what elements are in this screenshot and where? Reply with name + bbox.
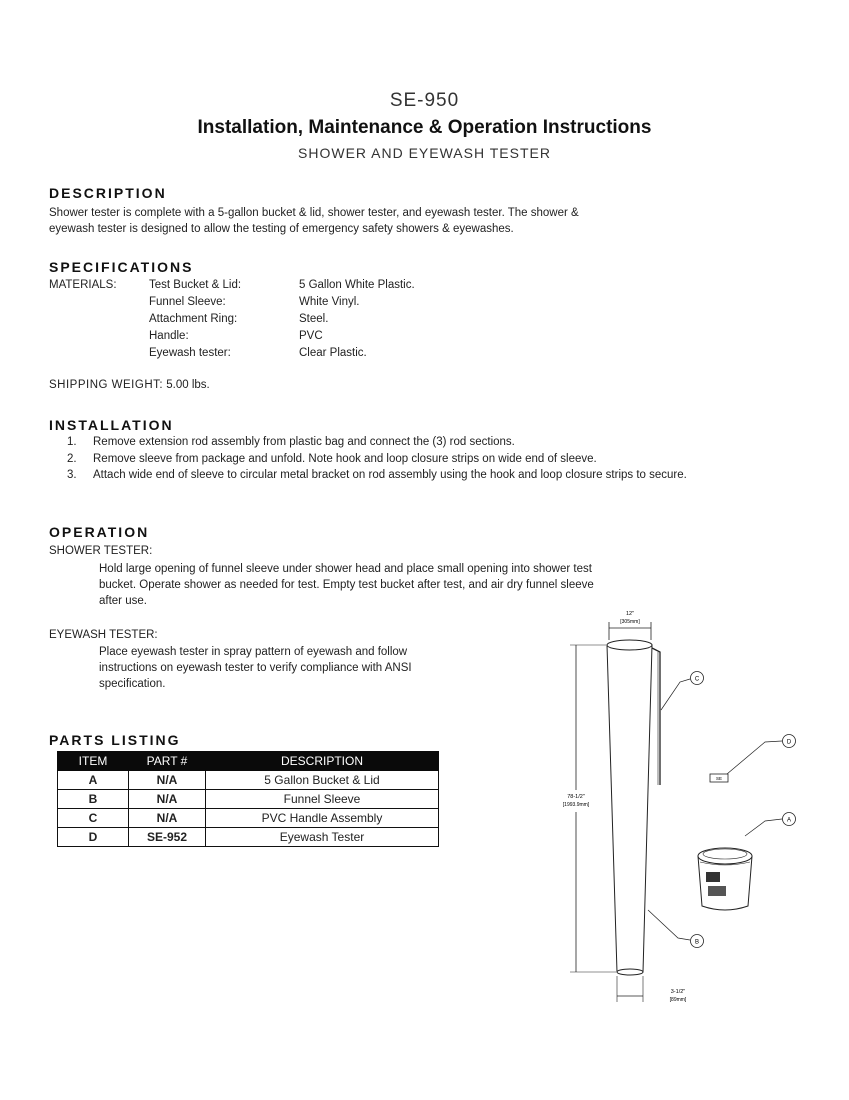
- step-number: 3.: [67, 469, 77, 481]
- height-dimension-label: 78-1/2": [567, 794, 585, 800]
- model-number: SE-950: [389, 90, 460, 111]
- installation-heading: INSTALLATION: [49, 417, 174, 433]
- page-subtitle: SHOWER AND EYEWASH TESTER: [298, 145, 551, 161]
- bucket-lid: [698, 848, 752, 864]
- shower-instructions-line-2: bucket. Operate shower as needed for test. Empty test bucket after test, and air dry funnel sleeve: [99, 579, 594, 591]
- step-text: Remove sleeve from package and unfold. Note hook and loop closure strips on wide end of sleeve.: [93, 452, 597, 465]
- column-header-description: DESCRIPTION: [206, 752, 439, 771]
- list-item: [49, 451, 794, 468]
- eyewash-tester-label: EYEWASH TESTER:: [49, 629, 158, 641]
- installation-steps: [49, 434, 794, 484]
- table-row: [58, 790, 439, 809]
- description-heading: DESCRIPTION: [49, 185, 167, 201]
- list-item: [49, 434, 794, 451]
- materials-label: MATERIALS:: [49, 279, 117, 291]
- spec-value: PVC: [299, 330, 323, 342]
- spec-name: Attachment Ring:: [149, 313, 238, 325]
- part-cell: N/A: [129, 790, 206, 809]
- eyewash-instructions-line-1: Place eyewash tester in spray pattern of eyewash and follow: [99, 646, 408, 658]
- bottom-dimension-metric: [89mm]: [669, 997, 687, 1003]
- list-item: [49, 467, 794, 484]
- bucket-label-icon: [706, 872, 720, 882]
- shower-instructions-line-1: Hold large opening of funnel sleeve under shower head and place small opening into shower test: [99, 563, 592, 575]
- description-line-2: eyewash tester is designed to allow the testing of emergency safety showers & eyewashes.: [49, 223, 514, 235]
- item-cell: B: [58, 790, 129, 809]
- parts-listing-heading: PARTS LISTING: [49, 732, 181, 748]
- table-row: [58, 771, 439, 790]
- callout-b-leader: [648, 910, 690, 940]
- description-cell: 5 Gallon Bucket & Lid: [206, 771, 439, 790]
- description-cell: Eyewash Tester: [206, 828, 439, 847]
- callout-c-leader: [661, 679, 690, 710]
- bottom-dimension-label: 3-1/2": [670, 989, 686, 995]
- table-row: [58, 809, 439, 828]
- shipping-weight-value: 5.00 lbs.: [166, 379, 210, 391]
- shipping-weight: [49, 379, 210, 391]
- eyewash-instructions-line-2: instructions on eyewash tester to verify compliance with ANSI: [99, 662, 412, 674]
- callout-b-label: B: [694, 939, 700, 946]
- callout-d-leader: [727, 741, 782, 774]
- funnel-top-ring: [607, 640, 652, 650]
- step-text: Attach wide end of sleeve to circular metal bracket on rod assembly using the hook and loop closure strips to secure.: [93, 469, 687, 481]
- spec-name: Eyewash tester:: [149, 347, 231, 359]
- callout-c-label: C: [694, 676, 700, 683]
- spec-name: Handle:: [149, 330, 189, 342]
- specifications-heading: SPECIFICATIONS: [49, 259, 194, 275]
- column-header-part: PART #: [129, 752, 206, 771]
- bucket-label-icon: [708, 886, 726, 896]
- step-number: 2.: [67, 452, 77, 465]
- step-number: 1.: [67, 436, 77, 448]
- callout-d-label: D: [786, 739, 792, 746]
- eyewash-instructions-line-3: specification.: [99, 678, 166, 690]
- part-cell: N/A: [129, 771, 206, 790]
- spec-name: Funnel Sleeve:: [149, 296, 226, 308]
- table-header-row: [58, 752, 439, 771]
- description-line-1: Shower tester is complete with a 5-gallon bucket & lid, shower tester, and eyewash tester. The shower &: [49, 207, 579, 219]
- height-dimension-metric: [1993.9mm]: [562, 802, 590, 808]
- eyewash-tester-tag: SE: [715, 776, 723, 781]
- step-text: Remove extension rod assembly from plastic bag and connect the (3) rod sections.: [93, 436, 515, 448]
- top-dimension-label: 12": [625, 611, 635, 617]
- spec-value: White Vinyl.: [299, 296, 360, 308]
- funnel-sleeve: [607, 645, 652, 972]
- funnel-bottom-opening: [617, 969, 643, 975]
- table-row: [58, 828, 439, 847]
- operation-heading: OPERATION: [49, 524, 150, 540]
- shower-tester-label: SHOWER TESTER:: [49, 545, 153, 557]
- item-cell: A: [58, 771, 129, 790]
- item-cell: D: [58, 828, 129, 847]
- top-dimension-metric: [305mm]: [620, 619, 640, 625]
- page-title: Installation, Maintenance & Operation Instructions: [197, 117, 652, 138]
- spec-name: Test Bucket & Lid:: [149, 279, 242, 291]
- description-cell: Funnel Sleeve: [206, 790, 439, 809]
- shower-instructions-line-3: after use.: [99, 595, 147, 607]
- column-header-item: ITEM: [58, 752, 129, 771]
- parts-table: [57, 751, 439, 847]
- description-cell: PVC Handle Assembly: [206, 809, 439, 828]
- shipping-weight-label: SHIPPING WEIGHT:: [49, 379, 164, 391]
- pvc-handle: [652, 648, 660, 785]
- callout-a-label: A: [786, 817, 792, 824]
- spec-value: Clear Plastic.: [299, 347, 367, 359]
- spec-value: 5 Gallon White Plastic.: [299, 279, 415, 291]
- spec-value: Steel.: [299, 313, 329, 325]
- callout-a-leader: [745, 819, 782, 836]
- part-cell: SE-952: [129, 828, 206, 847]
- item-cell: C: [58, 809, 129, 828]
- tester-diagram: [540, 600, 820, 1020]
- part-cell: N/A: [129, 809, 206, 828]
